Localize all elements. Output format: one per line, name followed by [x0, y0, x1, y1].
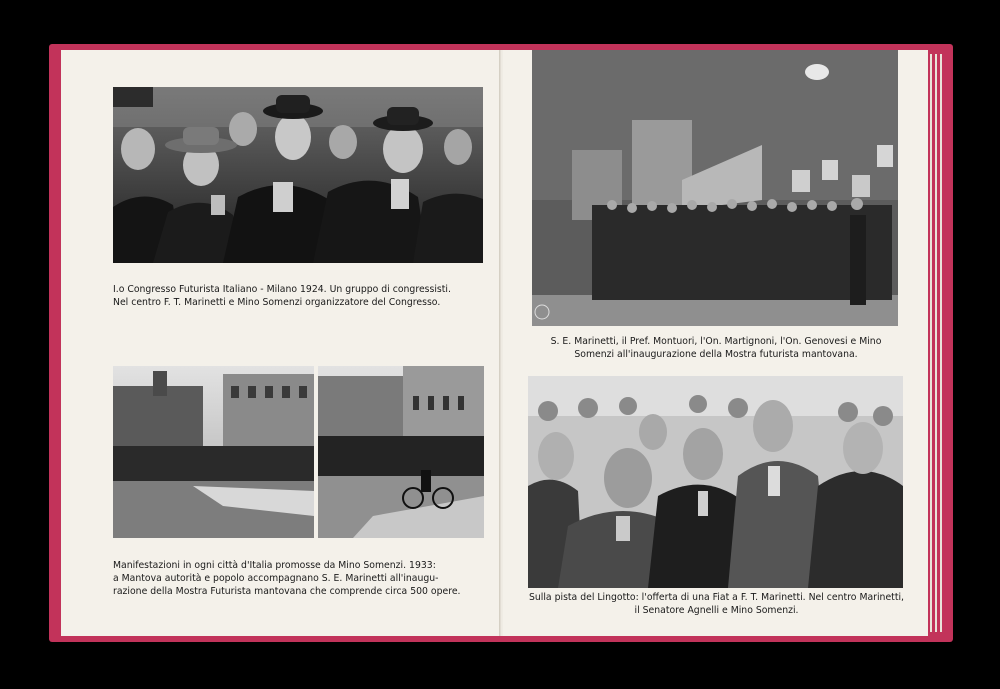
- page-edge-2: [935, 54, 937, 632]
- caption-exhibition-inauguration: S. E. Marinetti, il Pref. Montuori, l'On. Martignoni, l'On. Genovesi e Mino Somenzi all'inaugurazione della Mostra futurista mantovana.: [550, 336, 882, 360]
- caption-mantova-procession: Manifestazioni in ogni città d'Italia promosse da Mino Somenzi. 1933: a Mantova autorità e popolo accompagnano S. E. Marinetti all'inaugu- razione della Mostra Futurista mantovana che comprende circa 500 opere.: [113, 560, 461, 597]
- caption-lingotto-track: Sulla pista del Lingotto: l'offerta di una Fiat a F. T. Marinetti. Nel centro Marinetti, il Senatore Agnelli e Mino Somenzi.: [528, 592, 905, 616]
- photo-lingotto-track: [528, 376, 903, 588]
- photo-exhibition-inauguration: [532, 50, 898, 326]
- photo-mantova-procession: [113, 366, 484, 538]
- page-edge-1: [930, 54, 932, 632]
- caption-congress-group: I.o Congresso Futurista Italiano - Milano 1924. Un gruppo di congressisti. Nel centro F. T. Marinetti e Mino Somenzi organizzatore del Congresso.: [113, 284, 451, 308]
- left-page: [61, 50, 500, 636]
- right-page: [503, 50, 928, 636]
- page-edge-3: [940, 54, 942, 632]
- photo-congress-group: [113, 87, 483, 263]
